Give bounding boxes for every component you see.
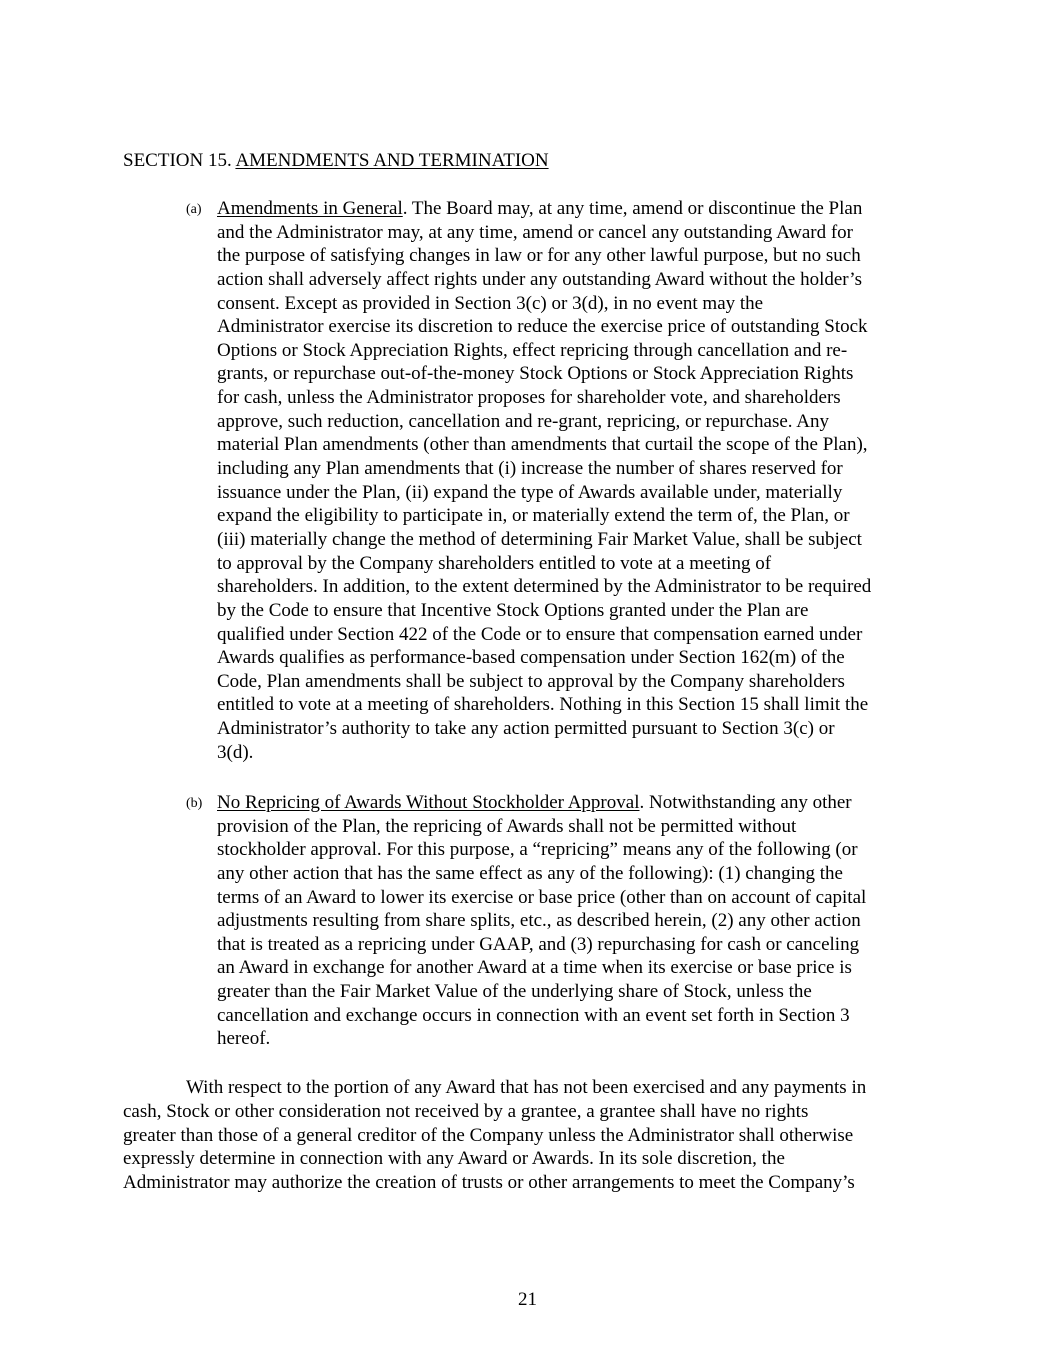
paragraph-a-line: action shall adversely affect rights under any outstanding Award without the holder’s [217, 268, 862, 290]
paragraph-b [186, 791, 931, 1051]
paragraph-b-line: hereof. [217, 1028, 271, 1050]
paragraph-a-line: (iii) materially change the method of determining Fair Market Value, shall be subject [217, 528, 862, 550]
closing-paragraph-line: With respect to the portion of any Award that has not been exercised and any payments in [186, 1077, 867, 1098]
paragraph-a-line: approve, such reduction, cancellation and re-grant, repricing, or repurchase. Any [217, 410, 829, 432]
closing-paragraph-line: greater than those of a general creditor of the Company unless the Administrator shall otherwise [123, 1124, 854, 1146]
section-number: SECTION 15. [123, 150, 232, 171]
paragraph-a-heading: Amendments in General [217, 198, 403, 219]
paragraph-a-line: consent. Except as provided in Section 3(c) or 3(d), in no event may the [217, 292, 764, 314]
paragraph-a-line: expand the eligibility to participate in, or materially extend the term of, the Plan, or [217, 505, 850, 527]
paragraph-b-line: adjustments resulting from share splits, etc., as described herein, (2) any other action [217, 910, 861, 932]
paragraph-b-line: that is treated as a repricing under GAAP, and (3) repurchasing for cash or canceling [217, 933, 860, 955]
paragraph-b-line: an Award in exchange for another Award at a time when its exercise or base price is [217, 957, 852, 979]
paragraph-a-line: qualified under Section 422 of the Code or to ensure that compensation earned under [217, 623, 863, 645]
paragraph-a-line: shareholders. In addition, to the extent determined by the Administrator to be required [217, 576, 872, 598]
closing-paragraph [123, 1076, 935, 1195]
paragraph-a-line: including any Plan amendments that (i) increase the number of shares reserved for [217, 458, 843, 480]
paragraph-a-label: (a) [186, 202, 202, 217]
paragraph-b-heading: No Repricing of Awards Without Stockholder Approval [217, 792, 640, 813]
paragraph-b-line: greater than the Fair Market Value of the underlying share of Stock, unless the [217, 981, 812, 1003]
paragraph-a [186, 197, 931, 764]
paragraph-a-line: Awards qualifies as performance-based compensation under Section 162(m) of the [217, 647, 845, 669]
paragraph-a-line: the purpose of satisfying changes in law or for any other lawful purpose, but no such [217, 245, 861, 267]
paragraph-a-line: 3(d). [217, 741, 254, 763]
paragraph-b-line: any other action that has the same effect as any of the following): (1) changing the [217, 862, 843, 884]
paragraph-a-line: by the Code to ensure that Incentive Stock Options granted under the Plan are [217, 599, 809, 621]
section-title: AMENDMENTS AND TERMINATION [235, 150, 549, 171]
paragraph-a-line: to approval by the Company shareholders entitled to vote at a meeting of [217, 552, 772, 574]
paragraph-a-line: Code, Plan amendments shall be subject to approval by the Company shareholders [217, 670, 845, 692]
paragraph-b-label: (b) [186, 796, 203, 811]
paragraph-b-line: No Repricing of Awards Without Stockholder Approval. Notwithstanding any other [217, 792, 852, 813]
paragraph-a-line: and the Administrator may, at any time, amend or cancel any outstanding Award for [217, 221, 853, 243]
paragraph-a-line: entitled to vote at a meeting of shareholders. Nothing in this Section 15 shall limit the [217, 694, 869, 716]
paragraph-a-line: Administrator’s authority to take any action permitted pursuant to Section 3(c) or [217, 718, 835, 740]
paragraph-a-line: Amendments in General. The Board may, at any time, amend or discontinue the Plan [217, 198, 863, 219]
closing-paragraph-line: Administrator may authorize the creation of trusts or other arrangements to meet the Company’s [123, 1172, 855, 1194]
paragraph-b-line: stockholder approval. For this purpose, a “repricing” means any of the following (or [217, 839, 858, 861]
paragraph-b-line: terms of an Award to lower its exercise or base price (other than on account of capital [217, 886, 867, 908]
paragraph-a-line: Administrator exercise its discretion to reduce the exercise price of outstanding Stock [217, 316, 868, 338]
paragraph-a-line: for cash, unless the Administrator proposes for shareholder vote, and shareholders [217, 387, 841, 409]
paragraph-b-line: cancellation and exchange occurs in connection with an event set forth in Section 3 [217, 1004, 850, 1026]
paragraph-a-line: grants, or repurchase out-of-the-money Stock Options or Stock Appreciation Rights [217, 363, 854, 385]
closing-paragraph-line: expressly determine in connection with any Award or Awards. In its sole discretion, the [123, 1148, 785, 1170]
paragraph-b-line: provision of the Plan, the repricing of Awards shall not be permitted without [217, 815, 797, 837]
paragraph-a-line: material Plan amendments (other than amendments that curtail the scope of the Plan), [217, 434, 868, 456]
closing-paragraph-line: cash, Stock or other consideration not received by a grantee, a grantee shall have no rights [123, 1100, 809, 1122]
section-heading [123, 149, 549, 173]
paragraph-a-line: issuance under the Plan, (ii) expand the type of Awards available under, materially [217, 481, 843, 503]
paragraph-a-line: Options or Stock Appreciation Rights, effect repricing through cancellation and re- [217, 339, 848, 361]
page-number: 21 [518, 1289, 537, 1310]
